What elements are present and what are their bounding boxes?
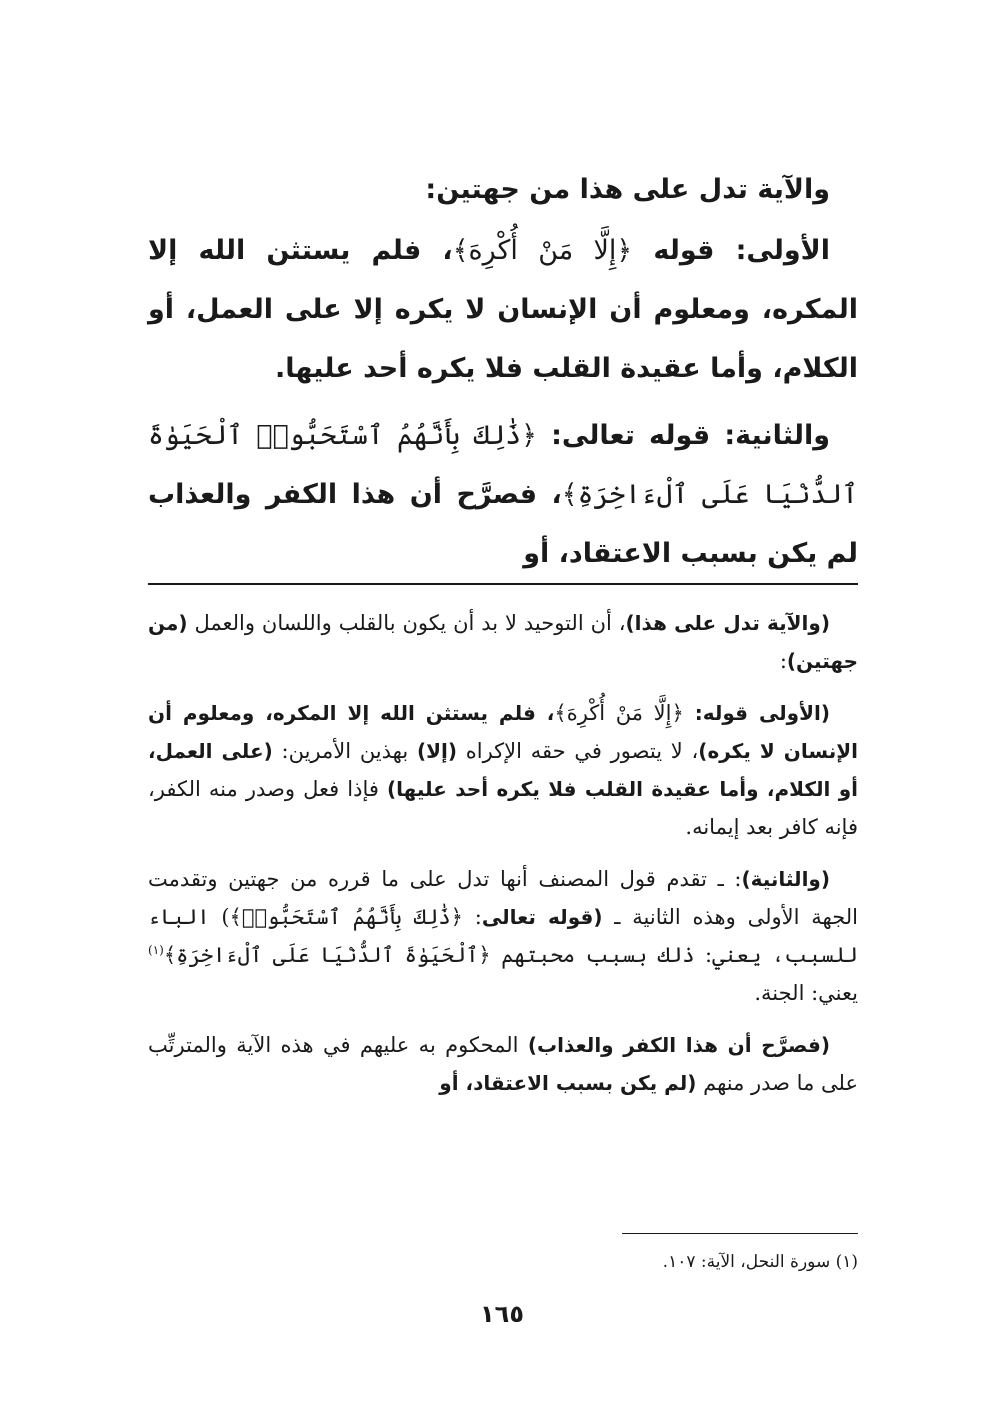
commentary-text: يعني: الجنة. [754, 981, 858, 1005]
second-label: والثانية: قوله تعالى: [536, 420, 830, 451]
commentary-paragraph [148, 860, 858, 1012]
main-paragraph-second [148, 406, 858, 583]
quran-verse: ﴿إِلَّا مَنْ أُكْرِهَ﴾ [554, 701, 684, 725]
quran-verse: ﴿ذَٰلِكَ بِأَنَّهُمُ ٱسْتَحَبُّوا۟﴾ [229, 905, 463, 929]
main-intro: والآية تدل على هذا من جهتين: [425, 174, 830, 205]
commentary-text: فإذا فعل وصدر منه الكفر، فإنه كافر بعد إيمانه. [148, 777, 858, 839]
commentary-text: : ـ تقدم قول المصنف أنها تدل على ما قرره من جهتين وتقدمت الجهة الأولى وهذه الثانية ـ [148, 867, 858, 929]
second-rest: ، فصرَّح أن هذا الكفر والعذاب لم يكن بسبب الاعتقاد، أو [148, 479, 858, 569]
commentary-quote: (والثانية) [741, 867, 830, 891]
footnote-separator [622, 1233, 858, 1234]
commentary-paragraph [148, 1026, 858, 1102]
commentary-text: ، أن التوحيد لا بد أن يكون بالقلب واللسان والعمل [187, 611, 626, 635]
commentary-text: : [779, 649, 787, 673]
commentary-quote: (على العمل، أو الكلام، وأما عقيدة القلب فلا يكره أحد عليها) [148, 739, 859, 801]
main-paragraph-first [148, 221, 858, 398]
commentary-quote: (قوله تعالى [481, 905, 603, 929]
commentary-quote: ، فلم يستثن الله إلا المكره، ومعلوم أن الإنسان لا يكره) [148, 701, 858, 763]
main-text [148, 160, 858, 591]
quran-verse: ﴿ٱلْحَيَوٰةَ ٱلدُّنْيَا عَلَى ٱلْءَاخِرَةِ﴾ [163, 943, 491, 967]
separator-line [148, 583, 858, 585]
commentary-quote: (والآية تدل على هذا) [625, 611, 830, 635]
commentary-paragraph [148, 604, 858, 680]
footnote: (١) سورة النحل، الآية: ١٠٧. [662, 1252, 858, 1272]
first-label: الأولى: قوله [632, 235, 830, 266]
commentary-quote: (إلا) [416, 739, 457, 763]
commentary-quote: (الأولى قوله: [683, 701, 831, 725]
commentary-text: ) الباء للسبب، يعني: ذلك بسبب محبتهم [148, 905, 858, 967]
commentary-text: بهذين الأمرين: [272, 739, 417, 763]
commentary-quote: (من جهتين) [148, 611, 858, 673]
commentary-quote: (لم يكن بسبب الاعتقاد، أو [439, 1071, 697, 1095]
commentary-quote: (فصرَّح أن هذا الكفر والعذاب) [527, 1033, 830, 1057]
quran-verse: ﴿ذَٰلِكَ بِأَنَّهُمُ ٱسْتَحَبُّوا۟ ٱلْحَيَوٰةَ ٱلدُّنْيَا عَلَى ٱلْءَاخِرَةِ﴾ [148, 420, 858, 510]
quran-verse: ﴿إِلَّا مَنْ أُكْرِهَ﴾ [452, 235, 633, 266]
commentary-text: : [462, 905, 482, 929]
commentary-paragraph [148, 694, 858, 846]
commentary-text: ، لا يتصور في حقه الإكراه [457, 739, 699, 763]
page-number: ١٦٥ [480, 1300, 524, 1328]
commentary-text: المحكوم به عليهم في هذه الآية والمترتِّب على ما صدر منهم [148, 1033, 858, 1095]
commentary [148, 604, 858, 1116]
footnote-marker: (١) [148, 943, 164, 957]
first-rest: ، فلم يستثن الله إلا المكره، ومعلوم أن الإنسان لا يكره إلا على العمل، أو الكلام، وأما عقيدة القلب فلا يكره أحد عليها. [148, 235, 858, 384]
